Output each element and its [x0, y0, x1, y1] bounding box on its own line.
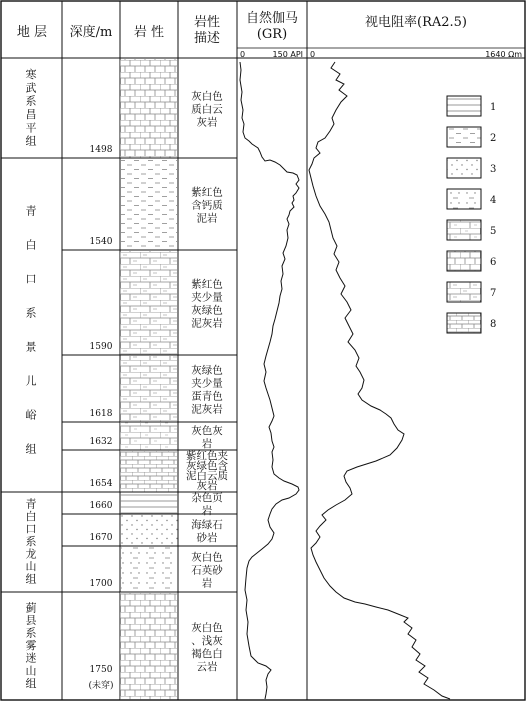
legend-swatch — [447, 96, 481, 116]
lithology-description: 灰绿色夹少量蛋青色泥灰岩 — [191, 364, 223, 416]
lithology-description: 灰色灰岩 — [191, 425, 223, 450]
lithology-fill — [120, 450, 178, 492]
strata-name: 青白口系龙山组 — [25, 497, 37, 586]
lithology-description: 灰白色质白云灰岩 — [191, 90, 223, 129]
legend-swatch — [447, 282, 481, 302]
header-description: 岩性描述 — [193, 15, 221, 46]
header-depth: 深度/m — [69, 25, 113, 40]
legend-label: 6 — [490, 257, 497, 268]
lithology-description: 紫红色含钙质泥岩 — [191, 186, 223, 225]
legend-swatch — [447, 158, 481, 178]
depth-label: 1750 — [89, 665, 113, 675]
depth-label: 1660 — [89, 501, 113, 511]
lithology-fill — [120, 514, 178, 546]
lithology-description: 紫红色夹少量灰绿色泥灰岩 — [191, 278, 223, 330]
depth-label: 1618 — [89, 409, 113, 419]
legend-swatch — [447, 313, 481, 333]
res-curve — [309, 62, 450, 699]
depth-label: 1670 — [89, 533, 113, 543]
lithology-fill — [120, 492, 178, 514]
legend-swatch — [447, 251, 481, 271]
header-strata: 地 层 — [16, 25, 48, 40]
depth-label: 1590 — [89, 342, 113, 352]
legend-swatch — [447, 127, 481, 147]
lithology-fill — [120, 422, 178, 450]
gr-scale-min: 0 — [240, 50, 246, 59]
strata-name: 蓟县系雾迷山组 — [25, 601, 37, 690]
legend-swatch — [447, 220, 481, 240]
legend-label: 7 — [490, 288, 497, 299]
legend-swatch — [447, 189, 481, 209]
depth-label: 1540 — [89, 237, 113, 247]
depth-label: 1654 — [89, 479, 113, 489]
legend-label: 4 — [490, 195, 497, 206]
lithology-description: 杂色页岩 — [191, 492, 223, 517]
legend-label: 1 — [490, 102, 497, 113]
lithology-fill — [120, 546, 178, 592]
frame — [1, 1, 525, 700]
res-scale-min: 0 — [310, 50, 316, 59]
depth-label: 1700 — [89, 579, 113, 589]
header-lithology: 岩 性 — [133, 25, 165, 40]
lithology-description: 灰白色石英砂岩 — [191, 551, 223, 590]
legend-label: 3 — [490, 164, 497, 175]
gr-curve — [240, 62, 299, 699]
legend-label: 8 — [490, 319, 497, 330]
depth-label: 1632 — [89, 437, 113, 447]
depth-label: 1498 — [89, 145, 113, 155]
gr-scale-max: 150 API — [272, 50, 303, 59]
header-res: 视电阻率(RA2.5) — [365, 15, 467, 30]
lithology-fill — [120, 58, 178, 158]
legend-label: 5 — [490, 226, 497, 237]
lithology-description: 海绿石砂岩 — [191, 519, 223, 544]
legend-label: 2 — [490, 133, 497, 144]
lithology-fill — [120, 250, 178, 355]
lithology-description: 紫红色夹灰绿色含泥白云质灰岩 — [186, 450, 228, 492]
lithology-fill — [120, 592, 178, 700]
lithology-fill — [120, 355, 178, 422]
header-gr: 自然伽马(GR) — [245, 11, 299, 42]
lithology-fill — [120, 158, 178, 250]
strata-name: 寒武系昌平组 — [25, 68, 37, 148]
depth-note: (未穿) — [88, 681, 114, 691]
strata-name: 青白口系景儿峪组 — [25, 204, 37, 456]
res-scale-max: 1640 Ωm — [485, 50, 522, 59]
lithology-description: 灰白色、浅灰褐色白云岩 — [191, 622, 223, 673]
